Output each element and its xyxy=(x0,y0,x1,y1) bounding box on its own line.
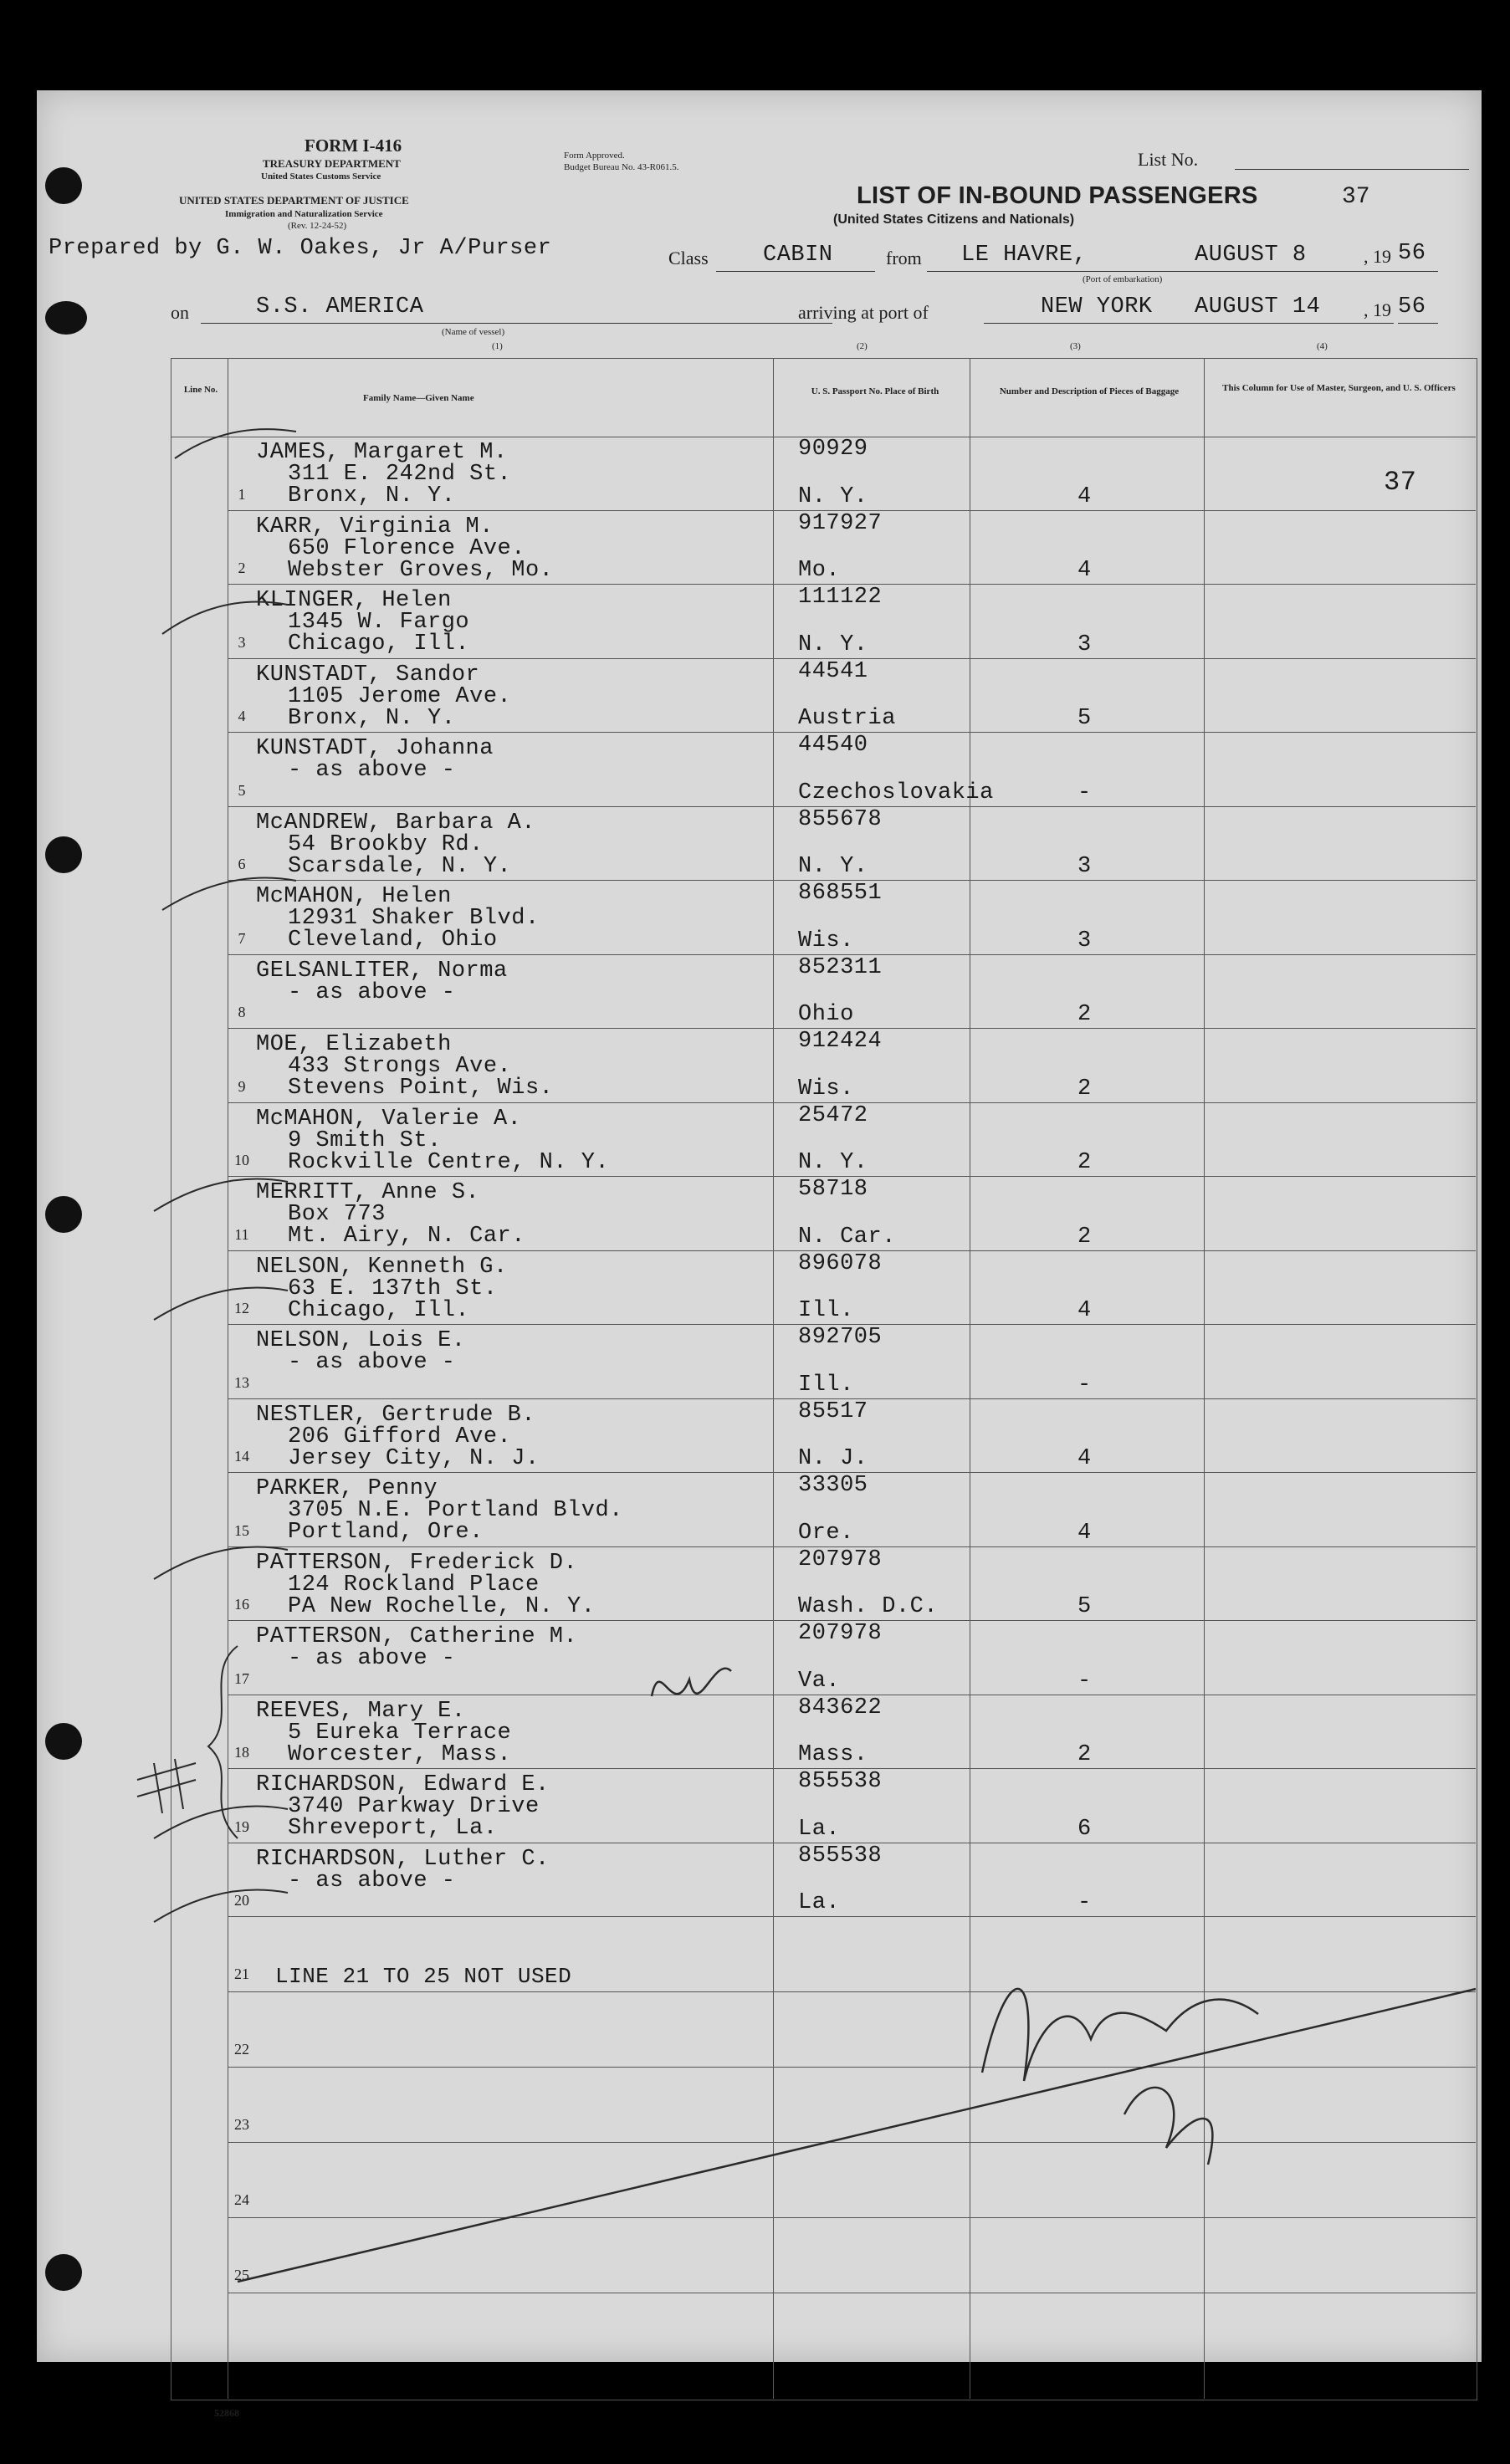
baggage-count: - xyxy=(1077,780,1092,805)
passport-number: 33305 xyxy=(798,1473,868,1498)
line-number: 12 xyxy=(234,1300,249,1316)
unused-lines-note: LINE 21 TO 25 NOT USED xyxy=(275,1964,572,1989)
passport-number: 90929 xyxy=(798,437,868,462)
place-of-birth: La. xyxy=(798,1890,841,1915)
passenger-name: PATTERSON, Catherine M. xyxy=(256,1624,578,1649)
baggage-count: 4 xyxy=(1077,483,1092,509)
line-number: 18 xyxy=(234,1744,249,1761)
passenger-address-2: Mt. Airy, N. Car. xyxy=(288,1224,525,1249)
baggage-count: 5 xyxy=(1077,1594,1092,1619)
place-of-birth: N. Y. xyxy=(798,483,868,509)
passenger-address-1: 124 Rockland Place xyxy=(288,1572,540,1598)
line-number: 9 xyxy=(238,1077,246,1095)
baggage-count: 4 xyxy=(1077,1520,1092,1546)
passenger-address-1: 1345 W. Fargo xyxy=(288,610,470,635)
passenger-address-2: Shreveport, La. xyxy=(288,1816,498,1841)
passenger-name: KARR, Virginia M. xyxy=(256,514,494,539)
baggage-count: 3 xyxy=(1077,854,1092,879)
binder-hole-4 xyxy=(45,1196,82,1233)
port-of-embarkation: LE HAVRE, xyxy=(961,243,1088,268)
passport-number: 44541 xyxy=(798,658,868,684)
prepared-by: Prepared by G. W. Oakes, Jr A/Purser xyxy=(49,236,552,261)
passenger-address-2: Rockville Centre, N. Y. xyxy=(288,1149,610,1175)
check-mark-15 xyxy=(154,1547,288,1579)
baggage-count: 2 xyxy=(1077,1150,1092,1175)
binder-hole-1 xyxy=(45,167,82,204)
baggage-count: 2 xyxy=(1077,1076,1092,1102)
line-number: 13 xyxy=(234,1373,249,1391)
passenger-name: RICHARDSON, Luther C. xyxy=(256,1846,550,1872)
binder-hole-5 xyxy=(45,1723,82,1760)
baggage-count: 4 xyxy=(1077,558,1092,583)
line-number: 15 xyxy=(234,1521,249,1539)
hash-mark xyxy=(137,1759,196,1813)
brace-mark xyxy=(208,1646,238,1838)
col-header-passport: U. S. Passport No. Place of Birth xyxy=(811,386,939,396)
line-number: 8 xyxy=(238,1004,246,1020)
col-header-name: Family Name—Given Name xyxy=(363,393,474,403)
passenger-address-2: Bronx, N. Y. xyxy=(288,705,456,731)
baggage-count: 2 xyxy=(1077,1224,1092,1250)
budget-bureau: Budget Bureau No. 43-R061.5. xyxy=(564,162,679,172)
vessel-name: S.S. AMERICA xyxy=(256,294,424,320)
baggage-count: 5 xyxy=(1077,706,1092,731)
baggage-count: 2 xyxy=(1077,1742,1092,1767)
passport-number: 111122 xyxy=(798,585,883,610)
dept-line-1: TREASURY DEPARTMENT xyxy=(263,157,401,170)
handwritten-marks xyxy=(37,90,1482,2362)
baggage-count: - xyxy=(1077,1890,1092,1915)
line-number: 7 xyxy=(238,929,246,947)
passenger-address-2: Stevens Point, Wis. xyxy=(288,1076,554,1101)
baggage-count: 3 xyxy=(1077,928,1092,953)
passenger-name: REEVES, Mary E. xyxy=(256,1698,466,1724)
on-label: on xyxy=(171,302,189,323)
passenger-manifest-sheet xyxy=(37,90,1482,2419)
line-number: 10 xyxy=(234,1152,249,1168)
departure-year: 56 xyxy=(1398,241,1426,266)
passport-number: 58718 xyxy=(798,1177,868,1202)
place-of-birth: La. xyxy=(798,1816,841,1842)
passenger-address-1: 650 Florence Ave. xyxy=(288,535,525,561)
binder-hole-6 xyxy=(45,2254,82,2291)
line-number: 1 xyxy=(238,485,246,503)
baggage-count: 6 xyxy=(1077,1816,1092,1842)
dept-line-3: Immigration and Naturalization Service xyxy=(225,209,383,219)
passenger-address-2: Chicago, Ill. xyxy=(288,1297,470,1323)
passport-number: 207978 xyxy=(798,1546,883,1572)
baggage-count: 2 xyxy=(1077,1002,1092,1027)
place-of-birth: Ill. xyxy=(798,1298,854,1323)
check-mark-4 xyxy=(162,602,288,634)
passenger-address-1: 3705 N.E. Portland Blvd. xyxy=(288,1498,623,1523)
check-mark-1 xyxy=(175,429,296,458)
officer-column-number: 37 xyxy=(1384,467,1417,498)
passport-number: 868551 xyxy=(798,881,883,906)
check-mark-12 xyxy=(154,1179,288,1211)
passenger-address-1: 433 Strongs Ave. xyxy=(288,1054,512,1079)
port-embark-caption: (Port of embarkation) xyxy=(1083,274,1163,284)
line-number: 5 xyxy=(238,781,246,799)
passport-number: 85517 xyxy=(798,1398,868,1424)
check-mark-13 xyxy=(154,1288,288,1320)
passenger-name: JAMES, Margaret M. xyxy=(256,440,508,465)
place-of-birth: N. Y. xyxy=(798,854,868,879)
passenger-address-2: Portland, Ore. xyxy=(288,1520,484,1545)
form-approved: Form Approved. xyxy=(564,151,625,161)
handwritten-w-mark xyxy=(652,1669,731,1696)
baggage-count: - xyxy=(1077,1668,1092,1694)
passenger-address-1: 206 Gifford Ave. xyxy=(288,1424,512,1449)
col-header-line-no: Line No. xyxy=(183,385,218,395)
check-mark-20 xyxy=(154,1890,288,1922)
place-of-birth: Ore. xyxy=(798,1520,854,1546)
binder-hole-3 xyxy=(45,836,82,873)
passenger-address-2: Chicago, Ill. xyxy=(288,631,470,657)
passport-number: 855678 xyxy=(798,806,883,832)
passenger-name: McMAHON, Valerie A. xyxy=(256,1106,522,1132)
line-number: 22 xyxy=(234,2041,249,2058)
line-number: 2 xyxy=(238,560,246,576)
passenger-name: KLINGER, Helen xyxy=(256,588,452,613)
departure-year-prefix: , 19 xyxy=(1364,246,1391,267)
passenger-name: MERRITT, Anne S. xyxy=(256,1180,480,1205)
binder-hole-2 xyxy=(45,301,87,335)
justice-line: UNITED STATES DEPARTMENT OF JUSTICE xyxy=(179,194,409,207)
vessel-caption: (Name of vessel) xyxy=(442,327,505,337)
check-mark-19 xyxy=(154,1807,288,1838)
place-of-birth: Wis. xyxy=(798,928,854,953)
from-label: from xyxy=(886,248,922,268)
signature-initials xyxy=(1124,2088,1212,2165)
baggage-count: 3 xyxy=(1077,631,1092,657)
passenger-address-2: Webster Groves, Mo. xyxy=(288,557,554,583)
line-number: 11 xyxy=(234,1225,249,1243)
passenger-name: PARKER, Penny xyxy=(256,1476,438,1501)
passport-number: 843622 xyxy=(798,1695,883,1720)
col-marker-2: (2) xyxy=(857,341,868,351)
passenger-address-1: 1105 Jerome Ave. xyxy=(288,683,512,709)
place-of-birth: Ohio xyxy=(798,1002,854,1027)
passenger-name: McMAHON, Helen xyxy=(256,884,452,909)
passport-number: 855538 xyxy=(798,1843,883,1868)
baggage-count: 4 xyxy=(1077,1298,1092,1323)
line-number: 23 xyxy=(234,2116,249,2133)
document-subtitle: (United States Citizens and Nationals) xyxy=(833,212,1075,227)
passenger-address-2: Scarsdale, N. Y. xyxy=(288,853,512,879)
departure-date: AUGUST 8 xyxy=(1195,243,1307,268)
class-label: Class xyxy=(668,248,709,268)
arrival-port: NEW YORK xyxy=(1041,294,1153,320)
passenger-name: KUNSTADT, Sandor xyxy=(256,662,480,688)
col-header-officers: This Column for Use of Master, Surgeon, and U. S. Officers xyxy=(1222,383,1456,393)
place-of-birth: Mass. xyxy=(798,1742,868,1767)
arriving-label: arriving at port of xyxy=(798,302,929,323)
inspector-signature xyxy=(982,1989,1258,2081)
passenger-address-1: - as above - xyxy=(288,1646,456,1671)
passenger-name: NELSON, Kenneth G. xyxy=(256,1254,508,1280)
passenger-address-1: 63 E. 137th St. xyxy=(288,1275,498,1301)
passport-number: 896078 xyxy=(798,1250,883,1276)
place-of-birth: N. Car. xyxy=(798,1224,896,1250)
check-marks xyxy=(154,429,296,1922)
form-number: FORM I-416 xyxy=(305,135,402,156)
passenger-address-2: Bronx, N. Y. xyxy=(288,483,456,509)
check-mark-7 xyxy=(162,878,296,910)
passport-number: 917927 xyxy=(798,510,883,536)
line-number: 16 xyxy=(234,1596,249,1613)
arrival-date: AUGUST 14 xyxy=(1195,294,1321,320)
list-number: 37 xyxy=(1342,184,1370,210)
col-marker-3: (3) xyxy=(1070,341,1081,351)
line-number: 3 xyxy=(238,633,246,651)
col-header-baggage: Number and Description of Pieces of Baggage xyxy=(999,386,1180,396)
baggage-count: - xyxy=(1077,1372,1092,1398)
passenger-address-1: - as above - xyxy=(288,1350,456,1375)
place-of-birth: Czechoslovakia xyxy=(798,780,994,805)
strike-diagonal xyxy=(238,1989,1476,2282)
dept-line-2: United States Customs Service xyxy=(261,171,381,181)
passport-number: 207978 xyxy=(798,1621,883,1646)
arrival-year: 56 xyxy=(1398,294,1426,320)
passenger-address-2: Jersey City, N. J. xyxy=(288,1445,540,1471)
line-number: 20 xyxy=(234,1892,249,1909)
line-number: 19 xyxy=(234,1817,249,1835)
place-of-birth: Austria xyxy=(798,706,896,731)
passenger-name: NELSON, Lois E. xyxy=(256,1328,466,1353)
place-of-birth: N. Y. xyxy=(798,631,868,657)
passenger-name: KUNSTADT, Johanna xyxy=(256,736,494,761)
passenger-name: RICHARDSON, Edward E. xyxy=(256,1772,550,1797)
passenger-address-1: - as above - xyxy=(288,1868,456,1894)
passport-number: 892705 xyxy=(798,1325,883,1350)
passport-number: 44540 xyxy=(798,733,868,758)
passenger-name: MOE, Elizabeth xyxy=(256,1032,452,1057)
list-no-label: List No. xyxy=(1138,149,1199,170)
col-marker-4: (4) xyxy=(1317,341,1328,351)
line-number: 17 xyxy=(234,1669,249,1687)
line-number: 14 xyxy=(234,1448,249,1465)
baggage-count: 4 xyxy=(1077,1446,1092,1471)
passenger-address-2: Worcester, Mass. xyxy=(288,1741,512,1767)
passenger-address-1: 54 Brookby Rd. xyxy=(288,831,484,857)
passport-number: 852311 xyxy=(798,954,883,980)
class-value: CABIN xyxy=(763,243,833,268)
passenger-address-1: 3740 Parkway Drive xyxy=(288,1794,540,1819)
passenger-address-1: - as above - xyxy=(288,758,456,783)
passenger-address-1: - as above - xyxy=(288,979,456,1005)
passenger-address-1: 311 E. 242nd St. xyxy=(288,462,512,487)
passenger-address-2: PA New Rochelle, N. Y. xyxy=(288,1593,596,1619)
place-of-birth: Wash. D.C. xyxy=(798,1594,939,1619)
passenger-address-1: Box 773 xyxy=(288,1202,386,1227)
line-number: 21 xyxy=(234,1966,249,1982)
passenger-address-1: 5 Eureka Terrace xyxy=(288,1720,512,1746)
passenger-name: GELSANLITER, Norma xyxy=(256,958,508,984)
document-title: LIST OF IN-BOUND PASSENGERS xyxy=(857,182,1258,209)
arrival-year-prefix: , 19 xyxy=(1364,299,1391,320)
passenger-name: NESTLER, Gertrude B. xyxy=(256,1402,536,1428)
passenger-address-1: 9 Smith St. xyxy=(288,1127,442,1153)
place-of-birth: Mo. xyxy=(798,558,841,583)
line-number: 4 xyxy=(238,708,246,724)
passport-number: 855538 xyxy=(798,1769,883,1794)
passenger-address-1: 12931 Shaker Blvd. xyxy=(288,906,540,931)
line-number: 24 xyxy=(234,2191,249,2208)
place-of-birth: Ill. xyxy=(798,1372,854,1398)
line-number: 6 xyxy=(238,856,246,872)
passport-number: 912424 xyxy=(798,1029,883,1054)
place-of-birth: Va. xyxy=(798,1668,841,1694)
dept-line-4: (Rev. 12-24-52) xyxy=(288,221,347,231)
place-of-birth: N. Y. xyxy=(798,1150,868,1175)
place-of-birth: Wis. xyxy=(798,1076,854,1102)
place-of-birth: N. J. xyxy=(798,1446,868,1471)
line-number: 25 xyxy=(234,2267,249,2283)
passenger-address-2: Cleveland, Ohio xyxy=(288,928,498,953)
passport-number: 25472 xyxy=(798,1102,868,1128)
passenger-name: McANDREW, Barbara A. xyxy=(256,810,536,836)
col-marker-1: (1) xyxy=(492,341,503,351)
form-footer-code: 52868 xyxy=(214,2407,239,2419)
passenger-name: PATTERSON, Frederick D. xyxy=(256,1550,578,1576)
